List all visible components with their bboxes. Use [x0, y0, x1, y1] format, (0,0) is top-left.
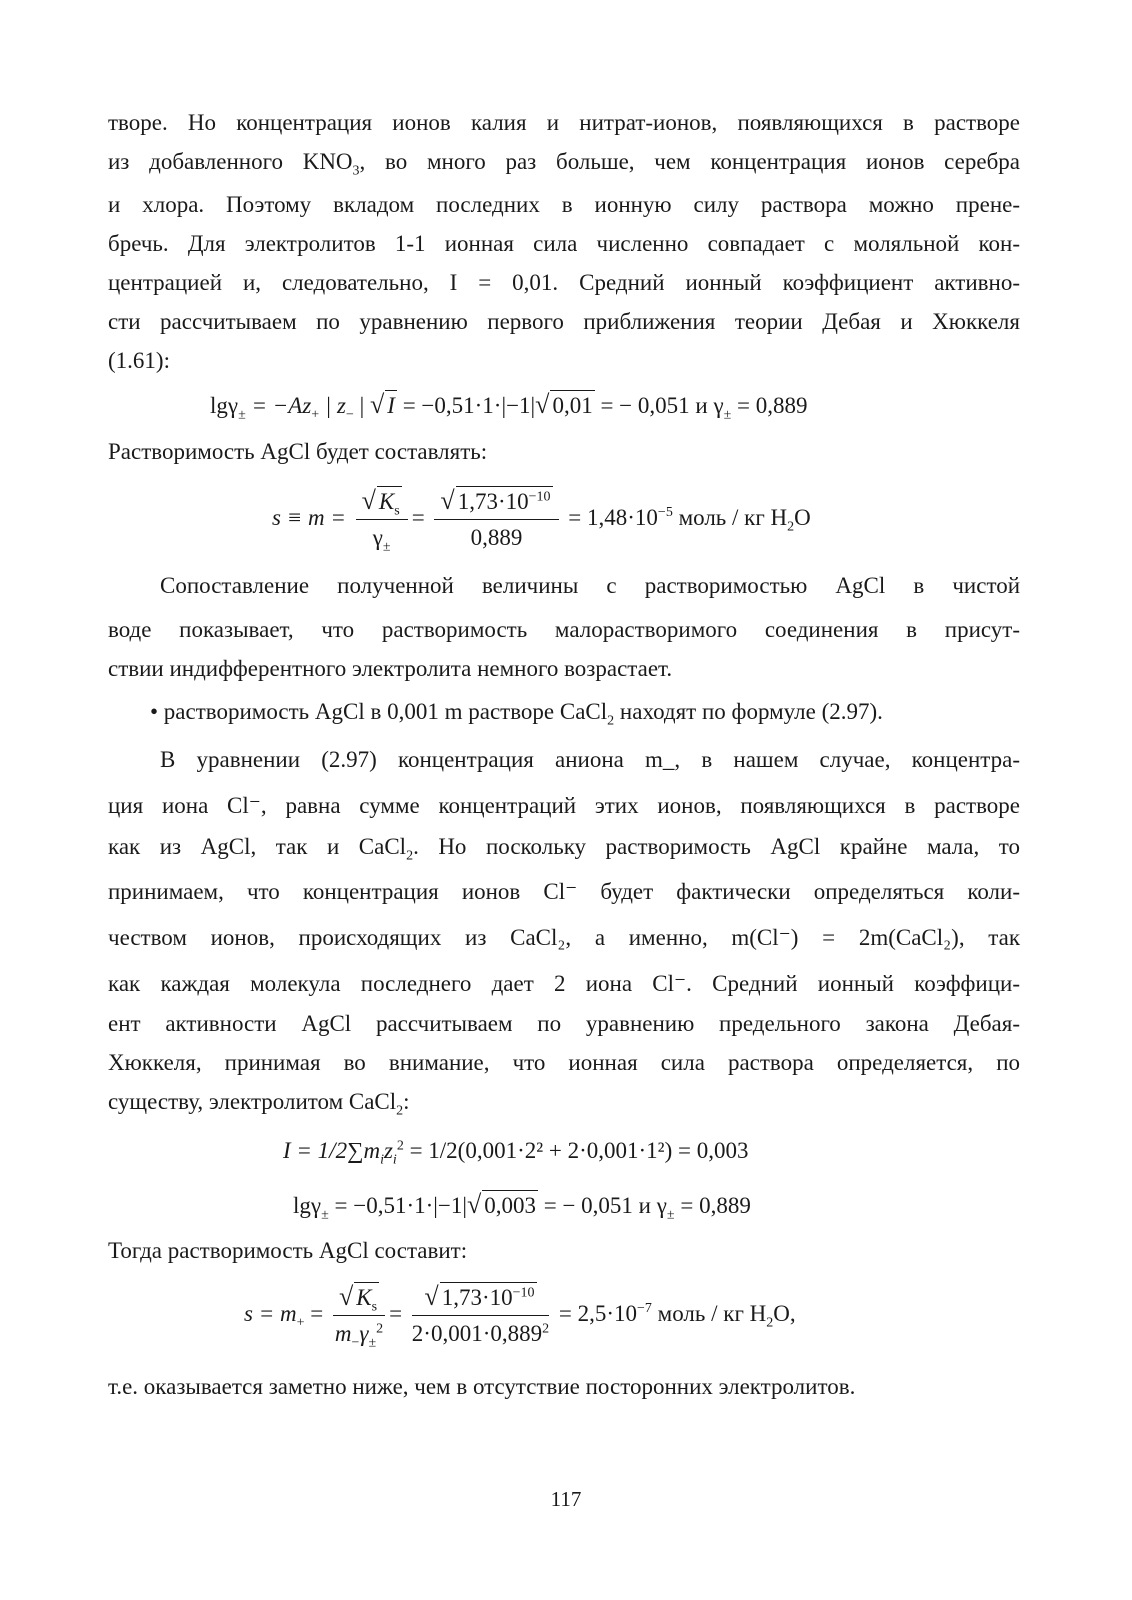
text-line-5: центрацией и, следовательно, I = 0,01. Средний ионный коэффициент активно- [108, 270, 1020, 295]
equation-ionic-strength: $I = 1/2\sum m_iz_i^2 = 1/2(0,001\cdot 2^2 + 2\cdot 0,001\cdot 1^2) = 0,003$ [283, 1138, 749, 1168]
text-line-6: сти рассчитываем по уравнению первого приближения теории Дебая и Хюккеля [108, 309, 1020, 334]
text-line-11: ствии индифферентного электролита немного возрастает. [108, 656, 673, 681]
text-line-9: Сопоставление полученной величины с растворимостью AgCl в чистой [160, 573, 1020, 598]
text-line-10: воде показывает, что растворимость малорастворимого соединения в присут- [108, 617, 1020, 642]
equation-lg-gamma-2: lgγ$_\pm$ = −0,51·1·|−1|√ 0,003 = − 0,051 и $\gamma_\pm = 0,889$ [293, 1190, 751, 1223]
text-line-4: бречь. Для электролитов 1-1 ионная сила численно совпадает с моляльной кон- [108, 231, 1020, 256]
text-line-23: т.е. оказывается заметно ниже, чем в отсутствие посторонних электролитов. [108, 1374, 856, 1399]
page-number: 117 [550, 1487, 582, 1511]
text-line-16: принимаем, что концентрация ионов Cl⁻ будет фактически определяться коли- [108, 879, 1020, 904]
text-line-17: чеством ионов, происходящих из CaCl₂, а именно, m(Cl⁻) = 2m(CaCl₂), так [108, 925, 1020, 950]
text-line-3: и хлора. Поэтому вкладом последних в ионную силу раствора можно прене- [108, 192, 1020, 217]
text-line-19: ент активности AgCl рассчитываем по уравнению предельного закона Дебая- [108, 1011, 1020, 1036]
text-line-14: ция иона Cl⁻, равна сумме концентраций этих ионов, появляющихся в растворе [108, 793, 1020, 818]
text-line-18: как каждая молекула последнего дает 2 иона Cl⁻. Средний ионный коэффици- [108, 971, 1020, 996]
bullet-item: • растворимость AgCl в 0,001 m растворе CaCl$_2$ находят по формуле (2.97). [150, 699, 883, 729]
text-line-8: Растворимость AgCl будет составлять: [108, 439, 488, 464]
equation-solubility-1: s ≡ m = $\frac{√ K_s}{\gamma_\pm}$ = $\frac{√ 1,73\cdot 10^{-10}}{0,889}$ = $1,48\cdot 10^{-5}$ моль / кг $H_2O$ [272, 486, 811, 555]
text-line-20: Хюккеля, принимая во внимание, что ионная сила раствора определяется, по [108, 1050, 1020, 1075]
text-line-22: Тогда растворимость AgCl составит: [108, 1238, 468, 1263]
text-line-1: творе. Но концентрация ионов калия и нитрат-ионов, появляющихся в растворе [108, 110, 1020, 135]
text-line-13: В уравнении (2.97) концентрация аниона m_, в нашем случае, концентра- [160, 747, 1020, 772]
text-line-15: как из AgCl, так и CaCl$_2$. Но поскольку растворимость AgCl крайне мала, то [108, 834, 1021, 864]
text-line-7: (1.61): [108, 348, 170, 373]
text-line-2: из добавленного $KNO_3$, во много раз больше, чем концентрация ионов серебра [108, 149, 1020, 179]
equation-lg-gamma-1: $\lg\gamma_\pm = -Az_+$ | $z_-$ | √ I = −0,51·1·|−1|√ 0,01 = − 0,051 и $\gamma_\pm = 0,889$ [210, 390, 808, 423]
text-line-21: существу, электролитом CaCl$_2$: [108, 1089, 410, 1119]
equation-solubility-2: $s = m_+$ = $\frac{√ K_s}{m_-\gamma_\pm^2}$ = $\frac{√ 1,73\cdot 10^{-10}}{2\cdot 0,001\cdot 0,889^2}$ = $2,5\cdot 10^{-7}$ моль / кг $H_2O$, [244, 1282, 796, 1351]
